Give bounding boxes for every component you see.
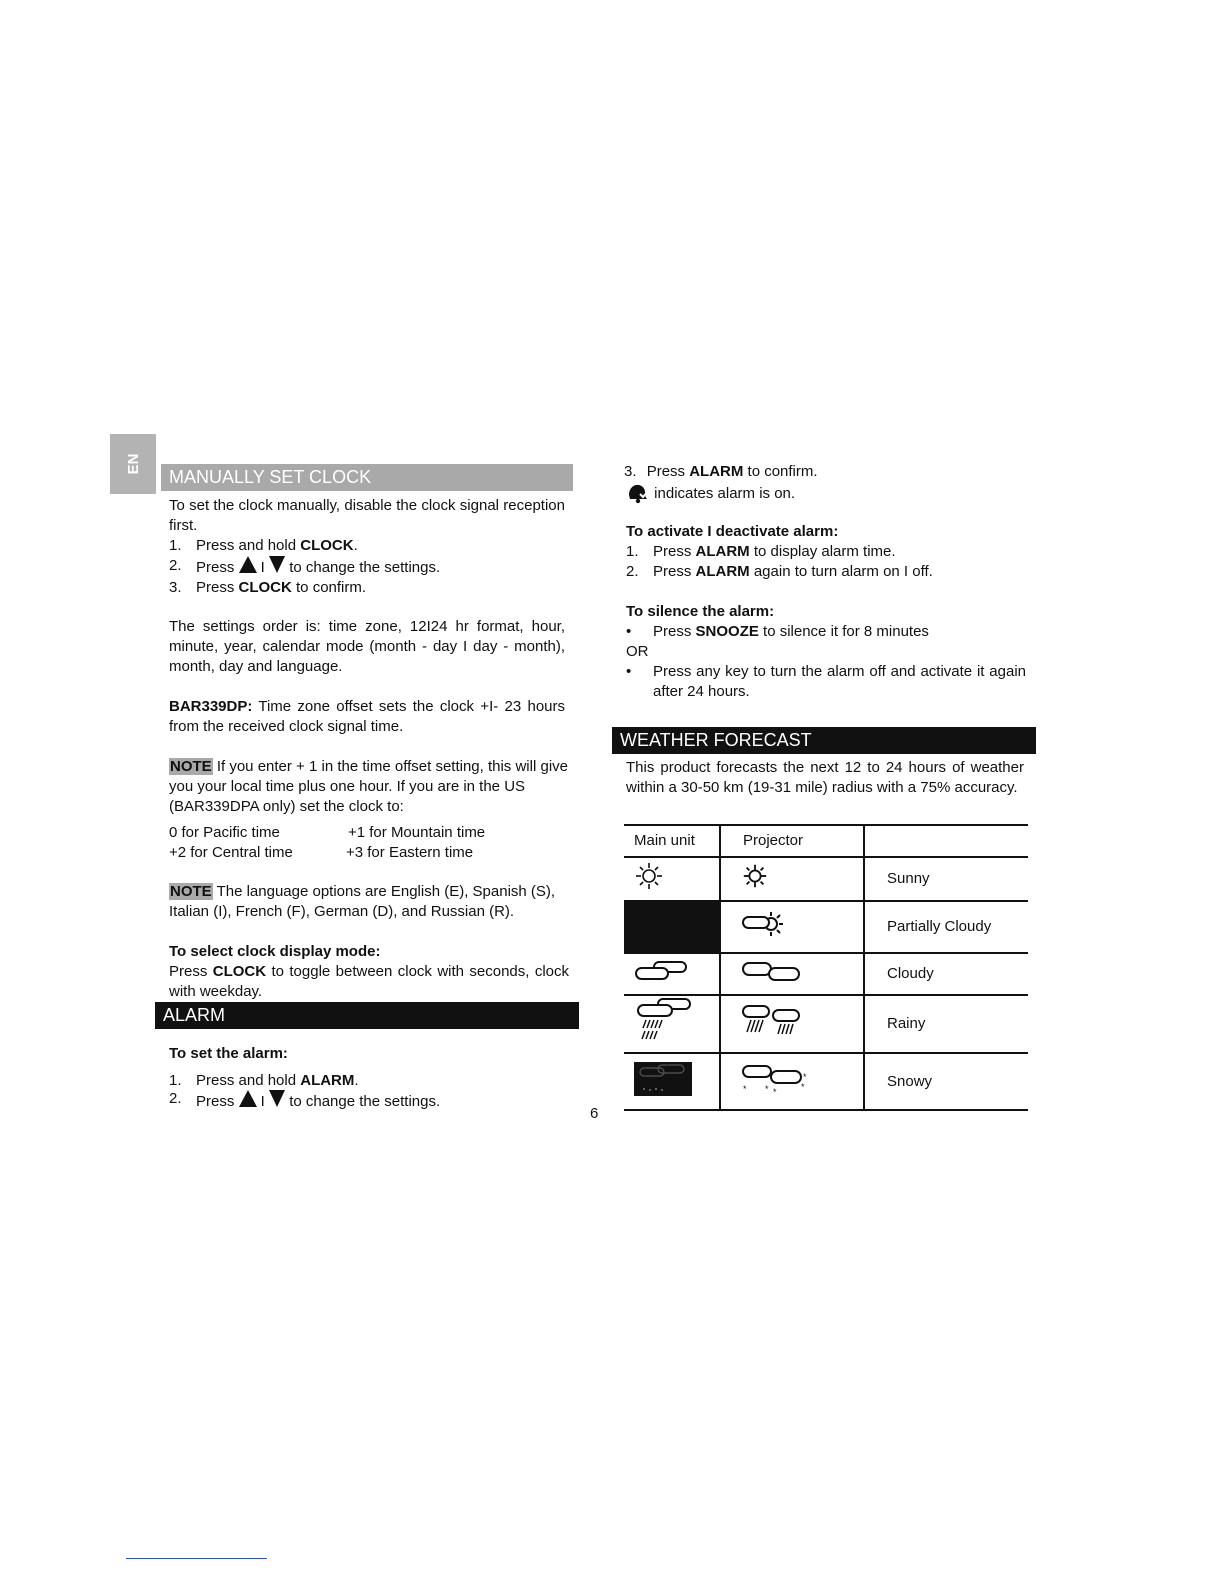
bell-icon (626, 482, 650, 504)
column-header-projector: Projector (720, 825, 864, 857)
svg-text:*: * (743, 1083, 747, 1094)
alarm-confirm-step: 3. Press ALARM to confirm. (624, 463, 818, 480)
forecast-label: Snowy (864, 1053, 1028, 1110)
sun-icon (741, 862, 769, 890)
table-row (624, 857, 1028, 901)
svg-text:*: * (765, 1083, 769, 1094)
activate-alarm-steps (626, 542, 1036, 582)
display-mode-title: To select clock display mode: (169, 943, 381, 960)
note-languages: NOTE The language options are English (E), Spanish (S), Italian (I), French (F), German (D), and Russian (R). (169, 883, 556, 920)
sun-icon (634, 861, 664, 891)
weather-intro: This product forecasts the next 12 to 24 hours of weather within a 30-50 km (19-31 mile) radius with a 75% accuracy. (626, 759, 1024, 796)
svg-text:*: * (803, 1071, 807, 1082)
projector-icon-cell (720, 953, 864, 995)
step-item: 1. Press ALARM to display alarm time. (626, 543, 896, 560)
cloud-icon (634, 960, 688, 982)
cloud-sun-icon (741, 910, 785, 938)
note-time-offset: NOTE If you enter + 1 in the time offset setting, this will give you your local time plus one hour. If you are in the US (BAR339DPA only) set the clock to: (169, 758, 568, 815)
or-text: OR (626, 643, 649, 660)
note-label: NOTE (170, 758, 212, 775)
main-unit-icon-cell (624, 953, 720, 995)
rain-icon (634, 996, 694, 1046)
bar339dp-paragraph: BAR339DP: Time zone offset sets the clock +I- 23 hours from the received clock signal time. (169, 698, 565, 735)
column-header-main-unit: Main unit (624, 825, 720, 857)
page-number: 6 (590, 1105, 599, 1122)
display-mode-block (169, 942, 569, 1002)
snow-icon (634, 1062, 692, 1096)
svg-text:*: * (773, 1086, 777, 1096)
silence-alarm-title: To silence the alarm: (626, 603, 775, 620)
alarm-on-indicator-line: indicates alarm is on. (626, 482, 1036, 504)
section-header-manual-clock: MANUALLY SET CLOCK (161, 464, 573, 491)
tz-pacific: 0 for Pacific time (169, 824, 280, 841)
up-arrow-icon (239, 556, 257, 573)
display-mode-text: Press CLOCK to toggle between clock with seconds, clock with weekday. (169, 963, 570, 1000)
clouds-icon (741, 960, 803, 982)
projector-icon-cell (720, 901, 864, 953)
alarm-set-title: To set the alarm: (169, 1045, 288, 1062)
section-header-weather: WEATHER FORECAST (612, 727, 1036, 754)
snow-icon (741, 1062, 815, 1096)
projector-icon-cell (720, 995, 864, 1053)
tz-mountain: +1 for Mountain time (348, 824, 486, 841)
table-row (624, 995, 1028, 1053)
up-arrow-icon (239, 1090, 257, 1107)
settings-order-text: The settings order is: time zone, 12I24 hr format, hour, minute, year, calendar mode (month - day I day - month), month, day and language. (169, 618, 565, 675)
list-item: • Press any key to turn the alarm off and activate it again after 24 hours. (626, 662, 1026, 702)
blacked-out-icon (624, 902, 719, 952)
forecast-label: Sunny (864, 857, 1028, 901)
forecast-label: Rainy (864, 995, 1028, 1053)
alarm-set-steps (169, 1072, 569, 1111)
step-item: 2. Press I to change the settings. (169, 557, 441, 576)
step-item: 1. Press and hold ALARM. (169, 1072, 359, 1089)
manual-clock-body (169, 496, 565, 598)
projector-icon-cell (720, 1053, 864, 1110)
step-item: 2. Press I to change the settings. (169, 1090, 441, 1110)
manual-clock-steps (169, 536, 565, 598)
footer-link-underline (126, 1558, 267, 1559)
language-tab-label: EN (125, 453, 142, 475)
section-header-alarm: ALARM (155, 1002, 579, 1029)
step-item: 3. Press CLOCK to confirm. (169, 579, 367, 596)
table-row (624, 1053, 1028, 1110)
main-unit-icon-cell (624, 995, 720, 1053)
note-label: NOTE (170, 883, 212, 900)
forecast-label: Cloudy (864, 953, 1028, 995)
table-row (624, 953, 1028, 995)
svg-text:*: * (801, 1081, 805, 1092)
column-header-blank (864, 825, 1028, 857)
down-arrow-icon (269, 556, 285, 573)
projector-icon-cell (720, 857, 864, 901)
rain-icon (741, 1003, 803, 1039)
main-unit-icon-cell (624, 857, 720, 901)
silence-alarm-list (626, 622, 1026, 702)
manual-clock-intro: To set the clock manually, disable the clock signal reception first. (169, 497, 565, 534)
down-arrow-icon (269, 1090, 285, 1107)
step-item: 2. Press ALARM again to turn alarm on I off. (626, 563, 933, 580)
weather-forecast-table (624, 824, 1028, 1111)
step-item: 1. Press and hold CLOCK. (169, 537, 358, 554)
forecast-label: Partially Cloudy (864, 901, 1028, 953)
tz-eastern: +3 for Eastern time (346, 844, 474, 861)
tz-central: +2 for Central time (169, 844, 293, 861)
main-unit-icon-cell (624, 1053, 720, 1110)
table-row (624, 901, 1028, 953)
list-item: • Press SNOOZE to silence it for 8 minutes (626, 622, 1026, 642)
language-tab (110, 434, 156, 494)
main-unit-icon-cell (624, 901, 720, 953)
activate-alarm-title: To activate I deactivate alarm: (626, 523, 839, 540)
table-header-row (624, 825, 1028, 857)
